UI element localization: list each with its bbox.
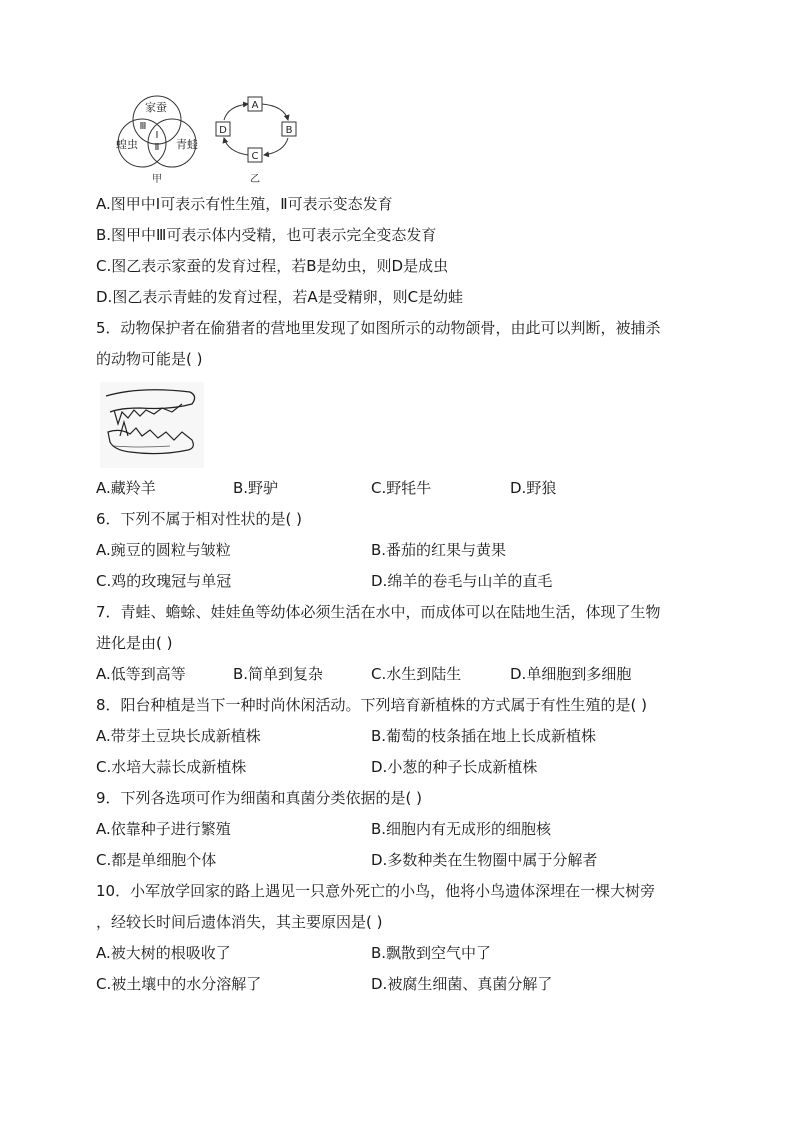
region-I: Ⅰ — [155, 130, 159, 141]
q8-option-d: D.小葱的种子长成新植株 — [371, 758, 538, 776]
box-b-label: B — [285, 125, 293, 136]
q10-option-a: A.被大树的根吸收了 — [96, 944, 231, 962]
q6-option-a: A.豌豆的圆粒与皱粒 — [96, 541, 231, 559]
venn-diagram-jia — [108, 94, 204, 186]
q9-option-b: B.细胞内有无成形的细胞核 — [371, 820, 552, 838]
box-d-label: D — [219, 125, 227, 136]
q10-stem-line2: ，经较长时间后遗体消失，其主要原因是( ) — [96, 913, 383, 931]
cycle-diagram-yi — [208, 92, 308, 188]
q9-stem: 9．下列各选项可作为细菌和真菌分类依据的是( ) — [96, 789, 423, 807]
label-locust: 蝗虫 — [116, 138, 138, 151]
arrow-c-to-d — [224, 138, 248, 155]
q4-option-a: A.图甲中Ⅰ可表示有性生殖，Ⅱ可表示变态发育 — [96, 195, 393, 213]
box-c-label: C — [251, 151, 259, 162]
region-II: Ⅱ — [154, 142, 160, 153]
q8-option-c: C.水培大蒜长成新植株 — [96, 758, 247, 776]
q5-option-b: B.野驴 — [233, 479, 279, 497]
q6-stem: 6．下列不属于相对性状的是( ) — [96, 510, 303, 528]
q8-option-b: B.葡萄的枝条插在地上长成新植株 — [371, 727, 597, 745]
arrow-a-to-b — [262, 104, 288, 120]
q4-option-b: B.图甲中Ⅲ可表示体内受精，也可表示完全变态发育 — [96, 226, 437, 244]
q6-option-b: B.番茄的红果与黄果 — [371, 541, 507, 559]
q10-stem-line1: 10．小军放学回家的路上遇见一只意外死亡的小鸟，他将小鸟遗体深埋在一棵大树旁 — [96, 882, 656, 900]
q8-stem: 8．阳台种植是当下一种时尚休闲活动。下列培育新植株的方式属于有性生殖的是( ) — [96, 696, 648, 714]
q7-stem-line2: 进化是由( ) — [96, 634, 173, 652]
caption-yi: 乙 — [250, 174, 260, 185]
q6-option-d: D.绵羊的卷毛与山羊的直毛 — [371, 572, 553, 590]
arrow-d-to-a — [224, 104, 248, 120]
q9-option-d: D.多数种类在生物圈中属于分解者 — [371, 851, 598, 869]
q5-option-d: D.野狼 — [510, 479, 557, 497]
q7-option-d: D.单细胞到多细胞 — [510, 665, 632, 683]
q5-stem-line2: 的动物可能是( ) — [96, 350, 203, 368]
q9-option-a: A.依靠种子进行繁殖 — [96, 820, 231, 838]
jawbone-image — [100, 382, 204, 468]
box-a-label: A — [251, 100, 259, 111]
label-frog: 青蛙 — [176, 138, 198, 151]
q7-stem-line1: 7．青蛙、蟾蜍、娃娃鱼等幼体必须生活在水中，而成体可以在陆地生活，体现了生物 — [96, 603, 661, 621]
q4-option-d: D.图乙表示青蛙的发育过程，若A是受精卵，则C是幼蛙 — [96, 288, 464, 306]
caption-jia: 甲 — [152, 174, 162, 185]
q4-option-c: C.图乙表示家蚕的发育过程，若B是幼虫，则D是成虫 — [96, 257, 449, 275]
q5-stem-line1: 5．动物保护者在偷猎者的营地里发现了如图所示的动物颌骨，由此可以判断，被捕杀 — [96, 319, 661, 337]
q7-option-c: C.水生到陆生 — [371, 665, 462, 683]
q6-option-c: C.鸡的玫瑰冠与单冠 — [96, 572, 232, 590]
q10-option-c: C.被土壤中的水分溶解了 — [96, 975, 262, 993]
q7-option-b: B.简单到复杂 — [233, 665, 324, 683]
q9-option-c: C.都是单细胞个体 — [96, 851, 217, 869]
q10-option-b: B.飘散到空气中了 — [371, 944, 492, 962]
arrow-b-to-c — [264, 138, 288, 155]
q10-option-d: D.被腐生细菌、真菌分解了 — [371, 975, 553, 993]
region-III: Ⅲ — [139, 121, 147, 132]
label-silkworm: 家蚕 — [145, 101, 167, 114]
q5-option-c: C.野牦牛 — [371, 479, 432, 497]
q8-option-a: A.带芽土豆块长成新植株 — [96, 727, 261, 745]
q7-option-a: A.低等到高等 — [96, 665, 186, 683]
q5-option-a: A.藏羚羊 — [96, 479, 156, 497]
